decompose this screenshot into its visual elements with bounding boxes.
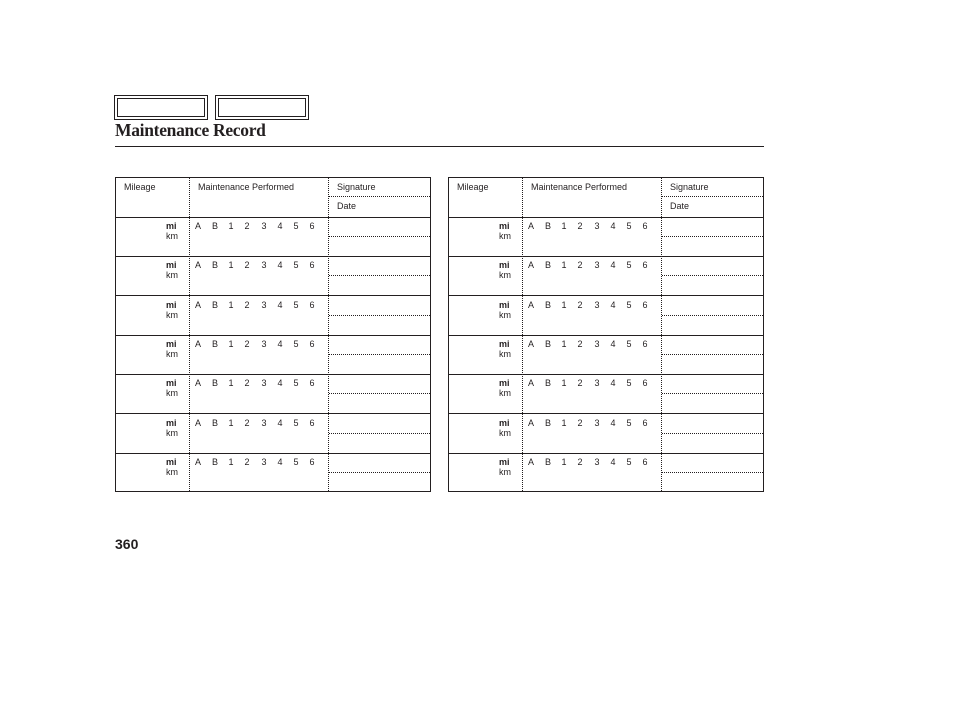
column-header-signature: Signature [670,182,709,192]
signature-date-divider [662,472,763,473]
maintenance-code-2: 2 [244,299,250,310]
section-tab-box-right [215,95,309,120]
maintenance-code-6: 6 [642,378,648,389]
maintenance-code-5: 5 [293,299,299,310]
table-row [449,335,763,375]
maintenance-code-4: 4 [610,299,616,310]
maintenance-code-a: A [527,456,534,467]
unit-km: km [166,427,178,438]
maintenance-code-5: 5 [626,378,632,389]
maintenance-code-b: B [544,338,551,349]
signature-date-divider [662,354,763,355]
maintenance-code-1: 1 [561,456,567,467]
table-row [449,374,763,414]
column-header-mileage: Mileage [457,182,489,192]
maintenance-code-5: 5 [626,260,632,271]
maintenance-code-6: 6 [642,221,648,231]
maintenance-code-a: A [194,260,201,271]
table-row [449,256,763,296]
column-header-signature: Signature [337,182,376,192]
unit-mi: mi [499,378,510,389]
table-row [116,335,430,375]
maintenance-code-2: 2 [244,417,250,428]
signature-date-divider [329,315,430,316]
maintenance-code-4: 4 [277,456,283,467]
column-header-maintenance-performed: Maintenance Performed [198,182,295,192]
maintenance-code-3: 3 [594,417,600,428]
maintenance-code-4: 4 [277,260,283,271]
maintenance-code-b: B [544,299,551,310]
signature-date-divider [329,393,430,394]
maintenance-code-a: A [527,260,534,271]
maintenance-code-6: 6 [309,338,315,349]
signature-date-divider [662,236,763,237]
maintenance-code-1: 1 [228,221,234,231]
maintenance-code-6: 6 [309,378,315,389]
maintenance-code-2: 2 [244,260,250,271]
maintenance-code-5: 5 [293,221,299,231]
maintenance-code-5: 5 [293,338,299,349]
signature-date-divider [662,393,763,394]
maintenance-code-4: 4 [610,260,616,271]
maintenance-code-5: 5 [626,299,632,310]
maintenance-code-1: 1 [228,456,234,467]
signature-date-divider [662,275,763,276]
maintenance-code-3: 3 [594,456,600,467]
column-header-date: Date [337,201,357,211]
maintenance-code-6: 6 [642,338,648,349]
maintenance-code-1: 1 [228,378,234,389]
unit-km: km [166,388,178,399]
column-header-maintenance-performed: Maintenance Performed [531,182,628,192]
maintenance-code-1: 1 [228,299,234,310]
maintenance-code-6: 6 [642,299,648,310]
maintenance-code-b: B [211,417,218,428]
table-row [449,453,763,492]
maintenance-code-5: 5 [293,456,299,467]
maintenance-code-6: 6 [642,417,648,428]
maintenance-code-b: B [211,378,218,389]
unit-mi: mi [499,221,510,231]
maintenance-code-4: 4 [610,378,616,389]
table-row [449,296,763,336]
unit-mi: mi [499,456,510,467]
unit-mi: mi [166,260,177,271]
maintenance-code-6: 6 [309,221,315,231]
maintenance-code-a: A [194,338,201,349]
unit-km: km [166,466,178,477]
header-signature-divider [662,196,763,197]
maintenance-code-a: A [527,417,534,428]
maintenance-code-4: 4 [610,456,616,467]
table-header [449,178,763,218]
maintenance-code-4: 4 [277,338,283,349]
signature-date-divider [662,433,763,434]
maintenance-code-2: 2 [244,456,250,467]
maintenance-code-3: 3 [261,417,267,428]
maintenance-code-1: 1 [228,260,234,271]
maintenance-code-a: A [194,221,201,231]
header-signature-divider [329,196,430,197]
maintenance-code-5: 5 [293,417,299,428]
maintenance-code-2: 2 [244,221,250,231]
maintenance-code-2: 2 [577,260,583,271]
unit-mi: mi [499,299,510,310]
maintenance-code-3: 3 [594,299,600,310]
unit-km: km [166,270,178,281]
page-number: 360 [115,536,139,552]
maintenance-code-a: A [194,456,201,467]
mileage-column-divider [522,178,523,491]
unit-mi: mi [166,338,177,349]
maintenance-record-table-right [448,177,764,492]
maintenance-code-b: B [544,417,551,428]
maintenance-code-b: B [544,456,551,467]
maintenance-code-2: 2 [577,338,583,349]
unit-mi: mi [499,260,510,271]
signature-column-divider [328,178,329,491]
maintenance-code-a: A [527,338,534,349]
signature-date-divider [662,315,763,316]
page-title: Maintenance Record [115,120,266,140]
maintenance-code-3: 3 [261,221,267,231]
maintenance-code-3: 3 [594,260,600,271]
maintenance-code-b: B [544,378,551,389]
maintenance-code-6: 6 [642,260,648,271]
maintenance-code-4: 4 [277,299,283,310]
maintenance-code-1: 1 [561,338,567,349]
table-row [116,217,430,257]
maintenance-code-3: 3 [261,338,267,349]
unit-km: km [499,427,511,438]
maintenance-record-table-left [115,177,431,492]
signature-column-divider [661,178,662,491]
unit-mi: mi [499,338,510,349]
maintenance-code-2: 2 [577,378,583,389]
maintenance-code-5: 5 [293,378,299,389]
unit-km: km [499,466,511,477]
maintenance-code-b: B [211,260,218,271]
table-row [449,217,763,257]
maintenance-code-2: 2 [244,338,250,349]
maintenance-code-5: 5 [626,338,632,349]
maintenance-code-1: 1 [561,221,567,231]
maintenance-code-a: A [527,221,534,231]
table-row [116,296,430,336]
column-header-date: Date [670,201,690,211]
maintenance-code-5: 5 [626,417,632,428]
maintenance-code-a: A [194,417,201,428]
unit-km: km [166,348,178,359]
maintenance-code-3: 3 [261,299,267,310]
maintenance-code-3: 3 [261,378,267,389]
maintenance-code-5: 5 [626,456,632,467]
maintenance-code-4: 4 [610,417,616,428]
maintenance-code-3: 3 [594,378,600,389]
table-header [116,178,430,218]
maintenance-code-1: 1 [561,260,567,271]
mileage-column-divider [189,178,190,491]
unit-mi: mi [166,221,177,231]
maintenance-code-3: 3 [261,456,267,467]
signature-date-divider [329,433,430,434]
maintenance-code-4: 4 [610,338,616,349]
maintenance-code-b: B [211,299,218,310]
unit-km: km [166,231,178,241]
maintenance-code-6: 6 [309,456,315,467]
unit-km: km [499,270,511,281]
maintenance-code-b: B [211,456,218,467]
unit-mi: mi [166,456,177,467]
unit-mi: mi [166,417,177,428]
maintenance-code-1: 1 [228,417,234,428]
maintenance-code-2: 2 [577,456,583,467]
maintenance-code-3: 3 [594,338,600,349]
table-row [116,414,430,454]
unit-mi: mi [166,378,177,389]
unit-km: km [499,348,511,359]
table-row [449,414,763,454]
maintenance-code-1: 1 [561,299,567,310]
maintenance-code-4: 4 [277,378,283,389]
maintenance-code-3: 3 [594,221,600,231]
unit-km: km [499,309,511,320]
column-header-mileage: Mileage [124,182,156,192]
maintenance-code-b: B [544,221,551,231]
maintenance-code-4: 4 [610,221,616,231]
table-row [116,374,430,414]
maintenance-code-1: 1 [561,417,567,428]
maintenance-code-6: 6 [309,299,315,310]
maintenance-code-b: B [211,221,218,231]
maintenance-code-a: A [527,299,534,310]
maintenance-code-4: 4 [277,417,283,428]
maintenance-code-a: A [527,378,534,389]
section-tab-box-left [114,95,208,120]
maintenance-code-5: 5 [626,221,632,231]
maintenance-code-1: 1 [561,378,567,389]
maintenance-code-a: A [194,299,201,310]
unit-km: km [499,388,511,399]
unit-mi: mi [166,299,177,310]
title-rule [115,146,764,147]
maintenance-code-2: 2 [577,221,583,231]
maintenance-code-3: 3 [261,260,267,271]
maintenance-code-6: 6 [642,456,648,467]
maintenance-code-1: 1 [228,338,234,349]
maintenance-code-a: A [194,378,201,389]
maintenance-code-2: 2 [577,417,583,428]
maintenance-code-2: 2 [244,378,250,389]
maintenance-code-2: 2 [577,299,583,310]
signature-date-divider [329,275,430,276]
maintenance-code-b: B [211,338,218,349]
table-row [116,453,430,492]
signature-date-divider [329,472,430,473]
signature-date-divider [329,236,430,237]
unit-km: km [499,231,511,241]
unit-mi: mi [499,417,510,428]
maintenance-code-b: B [544,260,551,271]
maintenance-code-5: 5 [293,260,299,271]
table-row [116,256,430,296]
maintenance-code-6: 6 [309,260,315,271]
maintenance-code-4: 4 [277,221,283,231]
unit-km: km [166,309,178,320]
maintenance-code-6: 6 [309,417,315,428]
signature-date-divider [329,354,430,355]
